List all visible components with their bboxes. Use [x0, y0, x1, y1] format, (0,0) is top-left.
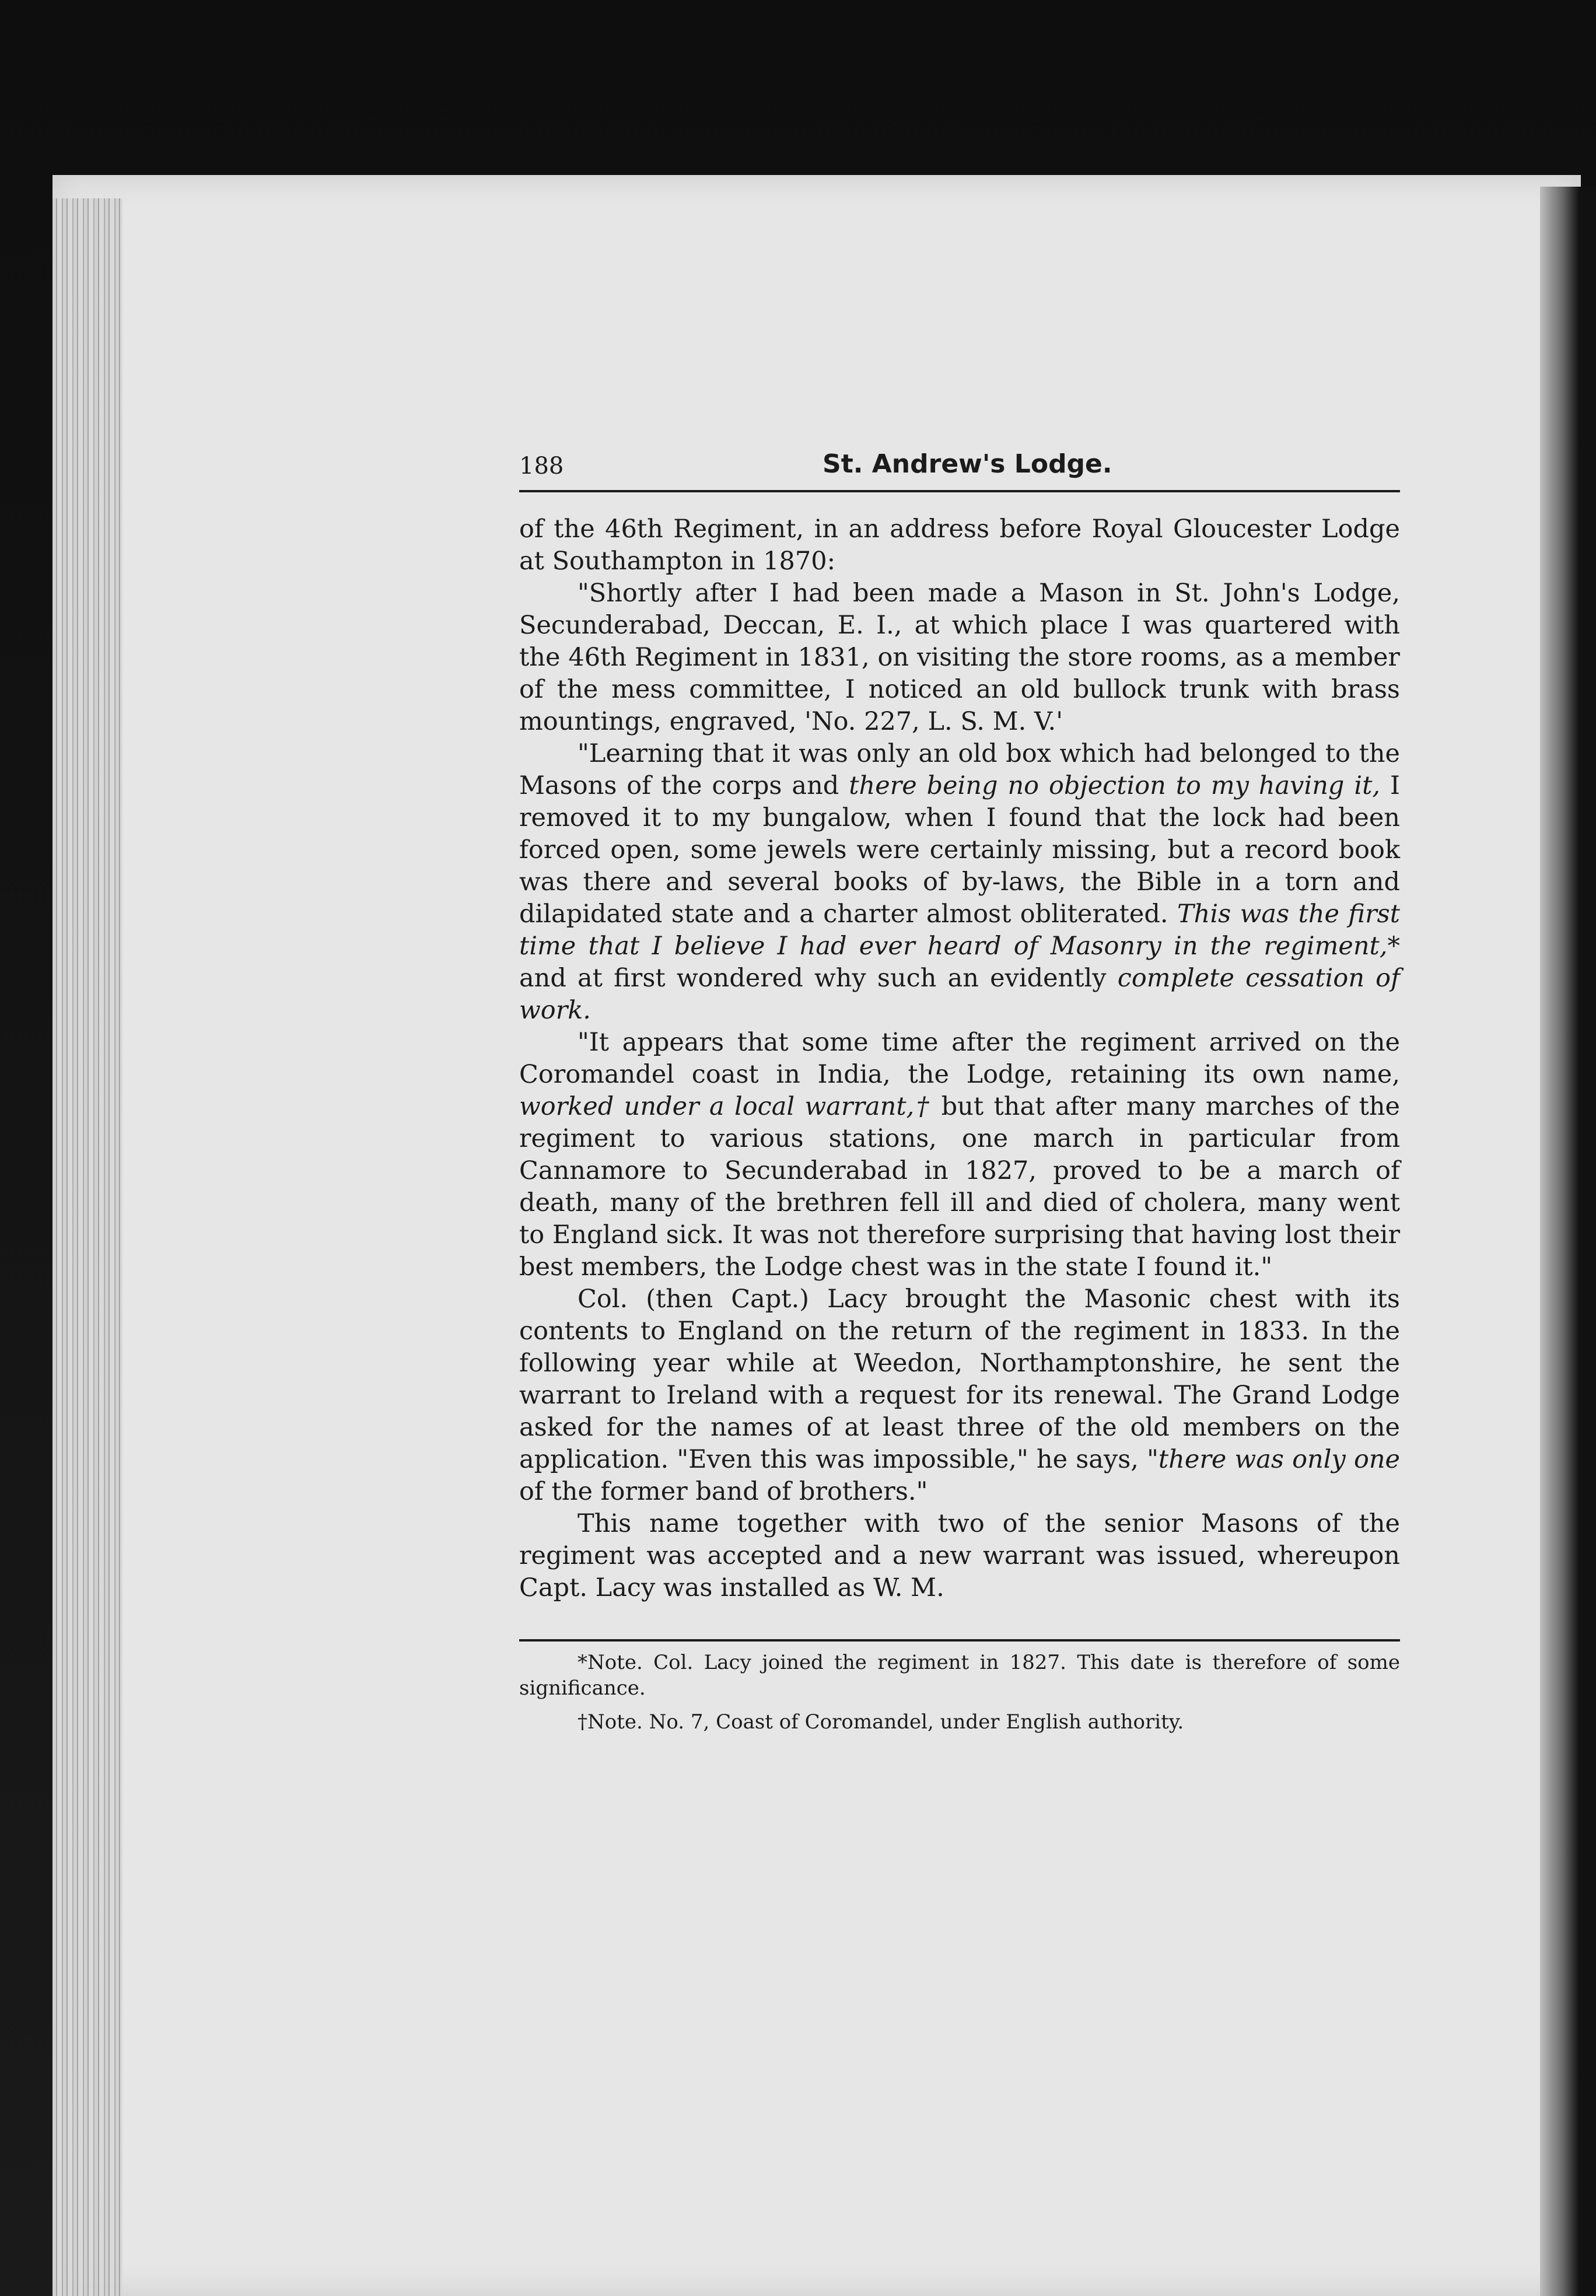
paragraph-3-text-a: "Learning that it was only an old box which had belonged to the Masons of the corps and [519, 739, 1400, 800]
paragraph-5-text-a: Col. (then Capt.) Lacy brought the Masonic chest with its contents to England on the return of the regiment in 1833. In the following year while at Weedon, Northamptonshire, he sent the warrant to Ireland with a request for its renewal. The Grand Lodge asked for the names of at least three of the old members on the application. "Even this was impossible," he says, " [519, 1284, 1400, 1474]
running-head [519, 449, 1400, 492]
page-number: 188 [519, 453, 564, 480]
paragraph-3-text-e: and at first wondered why such an evidently [519, 964, 1118, 993]
paragraph-4-italic-b: worked under a local warrant,† [519, 1092, 932, 1121]
paragraph-4-text-c: but that after many marches of the regiment to various stations, one march in particular from Cannamore to Secunderabad in 1827, proved to be a march of death, many of the brethren fell ill and died of cholera, many went to England sick. It was not therefore surprising that having lost their best members, the Lodge chest was in the state I found it." [519, 1092, 1401, 1282]
footnote-1 [519, 1650, 1400, 1701]
paragraph-2: "Shortly after I had been made a Mason in St. John's Lodge, Secunderabad, Deccan, E. I., at which place I was quartered with the 46th Regiment in 1831, on visiting the store rooms, as a member of the mess committee, I noticed an old bullock trunk with brass mountings, engraved, 'No. 227, L. S. M. V.' [519, 579, 1400, 736]
paragraph-1: of the 46th Regiment, in an address before Royal Gloucester Lodge at Southampton in 1870: [519, 514, 1400, 576]
page-edges [52, 198, 123, 2296]
paragraph-4 [519, 1027, 1400, 1283]
running-title: St. Andrew's Lodge. [822, 449, 1112, 479]
gutter-shadow [1540, 187, 1596, 2296]
footnote-1-text: Col. Lacy joined the regiment in 1827. This date is therefore of some significance. [519, 1651, 1400, 1700]
paragraph-5-text-c: of the former band of brothers." [519, 1477, 928, 1506]
paragraph-5-italic-b: there was only one [1158, 1445, 1400, 1474]
text-block [519, 449, 1400, 1735]
footnote-1-marker: *Note. [578, 1651, 643, 1674]
paragraph-3-italic-f: complete cessation of work. [519, 964, 1400, 1025]
paragraph-4-text-a: "It appears that some time after the regiment arrived on the Coromandel coast in India, the Lodge, retaining its own name, [519, 1028, 1400, 1089]
paragraph-3 [519, 738, 1400, 1027]
footnote-rule [519, 1639, 1400, 1642]
paragraph-3-italic-d: This was the first time that I believe I had ever heard of Masonry in the regiment,* [519, 900, 1400, 961]
footnote-2 [519, 1709, 1400, 1735]
paragraph-3-italic-b: there being no objection to my having it, [849, 771, 1381, 800]
paragraph-5 [519, 1283, 1400, 1508]
footnote-2-marker: †Note. [578, 1710, 643, 1734]
paragraph-6: This name together with two of the senior Masons of the regiment was accepted and a new warrant was issued, whereupon Capt. Lacy was installed as W. M. [519, 1509, 1400, 1602]
footnote-2-text: No. 7, Coast of Coromandel, under English authority. [642, 1710, 1184, 1734]
paragraph-3-text-c: I removed it to my bungalow, when I found that the lock had been forced open, some jewels were certainly missing, but a record book was there and several books of by-laws, the Bible in a torn and dilapidated state and a charter almost obliterated. [519, 771, 1401, 929]
